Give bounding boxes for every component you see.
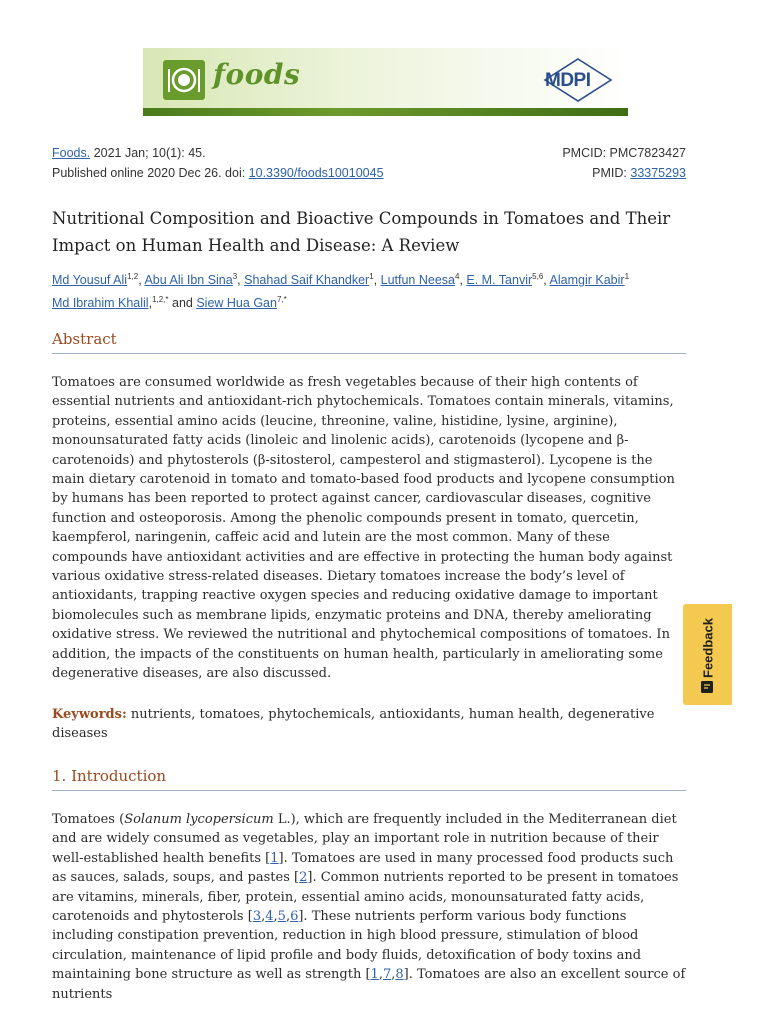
intro-text-segment: L.), which are frequently included in the Mediterranean diet and are widely consumed as vegetables, play an important role in nutrition because of their well-established health benefits [ — [52, 812, 677, 866]
reference-link[interactable]: 7 — [382, 967, 392, 983]
author-link[interactable]: Shahad Saif Khandker — [244, 273, 370, 288]
author-affiliation: 1 — [624, 272, 630, 281]
banner-stripe — [143, 108, 628, 116]
published-line — [52, 166, 384, 180]
author-link[interactable]: Siew Hua Gan — [196, 296, 277, 311]
keywords-list: nutrients, tomatoes, phytochemicals, antioxidants, human health, degenerative diseases — [52, 707, 655, 742]
author-link[interactable]: E. M. Tanvir — [466, 273, 533, 288]
author-affiliation: 1,2 — [127, 272, 139, 281]
author-link[interactable]: Alamgir Kabir — [549, 273, 625, 288]
intro-text-segment: ]. These nutrients perform various body functions including constipation prevention, reduction in high blood pressure, stimulation of blood circulation, maintenance of lipid profile and body fluids, detoxification of body toxins and maintaining bone structure as well as strength [ — [52, 909, 642, 983]
pmcid: PMCID: PMC7823427 — [562, 146, 686, 160]
author-link[interactable]: Md Ibrahim Khalil — [52, 296, 149, 311]
author-affiliation: 1,2,* — [152, 295, 169, 305]
feedback-button[interactable] — [683, 604, 732, 705]
pmid-label: PMID: — [592, 166, 631, 180]
reference-separator: , — [273, 909, 278, 925]
keywords-label: Keywords: — [52, 707, 127, 722]
keywords — [52, 705, 688, 744]
intro-text-segment: ]. Tomatoes are used in many processed food products such as sauces, salads, soups, and pastes [ — [52, 850, 674, 886]
pmid-line — [592, 166, 686, 180]
reference-link[interactable]: 3 — [252, 909, 262, 925]
abstract-text: Tomatoes are consumed worldwide as fresh vegetables because of their high contents of essential nutrients and antioxidant-rich phytochemicals. Tomatoes contain minerals, vitamins, proteins, essential amino acids (leucine, threonine, valine, histidine, lysine, arginine), monounsaturated fatty acids (linoleic and linolenic acids), carotenoids (lycopene and β-carotenoids) and phytosterols (β-sitosterol, campesterol and stigmasterol). Lycopene is the main dietary carotenoid in tomato and tomato-based food products and lycopene consumption by humans has been reported to protect against cancer, cardiovascular diseases, cognitive function and osteoporosis. Among the phenolic compounds present in tomato, quercetin, kaempferol, naringenin, caffeic acid and lutein are the most common. Many of these compounds have antioxidant activities and are effective in protecting the human body against various oxidative stress-related diseases. Dietary tomatoes increase the body’s level of antioxidants, trapping reactive oxygen species and reducing oxidative damage to important biomolecules such as membrane lipids, enzymatic proteins and DNA, thereby ameliorating oxidative stress. We reviewed the nutritional and phytochemical compositions of tomatoes. In addition, the impacts of the constituents on human health, particularly in ameliorating some degenerative diseases, are also discussed. — [52, 375, 675, 682]
reference-link[interactable]: 1 — [370, 967, 379, 983]
author-link[interactable]: Abu Ali Ibn Sina — [144, 273, 233, 288]
abstract-heading: Abstract — [52, 330, 686, 354]
feedback-label: Feedback — [700, 618, 715, 678]
author-affiliation: 7,* — [276, 295, 287, 305]
reference-link[interactable]: 5 — [277, 909, 286, 925]
article-title: Nutritional Composition and Bioactive Compounds in Tomatoes and Their Impact on Human Health and Disease: A Review — [52, 209, 671, 255]
feedback-icon — [700, 680, 714, 694]
introduction-heading: 1. Introduction — [52, 767, 686, 791]
reference-link[interactable]: 1 — [270, 850, 279, 866]
pmid-link[interactable]: 33375293 — [630, 166, 686, 180]
intro-text-segment: Tomatoes ( — [52, 812, 125, 827]
reference-link[interactable]: 2 — [299, 870, 308, 886]
publisher-name: MDPI — [545, 70, 591, 91]
author-link[interactable]: Lutfun Neesa — [380, 273, 455, 288]
author-affiliation: 5,6 — [532, 272, 544, 281]
doi-link[interactable]: 10.3390/foods10010045 — [248, 166, 384, 180]
citation-line — [52, 146, 206, 160]
author-link[interactable]: Md Yousuf Ali — [52, 273, 128, 288]
journal-name: foods — [213, 58, 301, 91]
reference-link[interactable]: 6 — [290, 909, 299, 925]
plate-fork-knife-icon — [163, 60, 205, 100]
author-list: Md Yousuf Ali$^{1,2}$, Abu Ali Ibn Sina$^3$, Shahad Saif Khandker$^1$, Lutfun Neesa$^4$, E. M. Tanvir$^{5,6}$, Alamgir Kabir$^1$ Md Ibrahim Khalil,$^{1,2,*}$ and Siew Hua Gan$^{7,*}$ — [52, 272, 630, 311]
journal-link[interactable]: Foods. — [52, 146, 91, 160]
introduction-text — [52, 810, 688, 1004]
intro-text-segment: ]. Tomatoes are also an excellent source of nutrients — [52, 967, 686, 1002]
reference-separator: , — [391, 967, 396, 983]
reference-separator: , — [378, 967, 383, 983]
author-affiliation: 3 — [232, 272, 238, 281]
reference-separator: , — [285, 909, 291, 925]
journal-banner[interactable] — [143, 48, 628, 116]
published-prefix: Published online 2020 Dec 26. doi: — [52, 166, 249, 180]
authors-conjunction: and — [168, 296, 197, 311]
species-name: Solanum lycopersicum — [124, 812, 274, 827]
author-affiliation: 1 — [369, 272, 374, 281]
intro-text-segment: ]. Common nutrients reported to be present in tomatoes are vitamins, minerals, fiber, protein, essential amino acids, monounsaturated fatty acids, carotenoids and phytosterols [ — [52, 870, 679, 925]
author-affiliation: 4 — [454, 272, 460, 281]
reference-link[interactable]: 8 — [395, 967, 404, 983]
reference-link[interactable]: 4 — [265, 909, 274, 925]
issue-info: 2021 Jan; 10(1): 45. — [90, 146, 206, 160]
reference-separator: , — [261, 909, 266, 925]
